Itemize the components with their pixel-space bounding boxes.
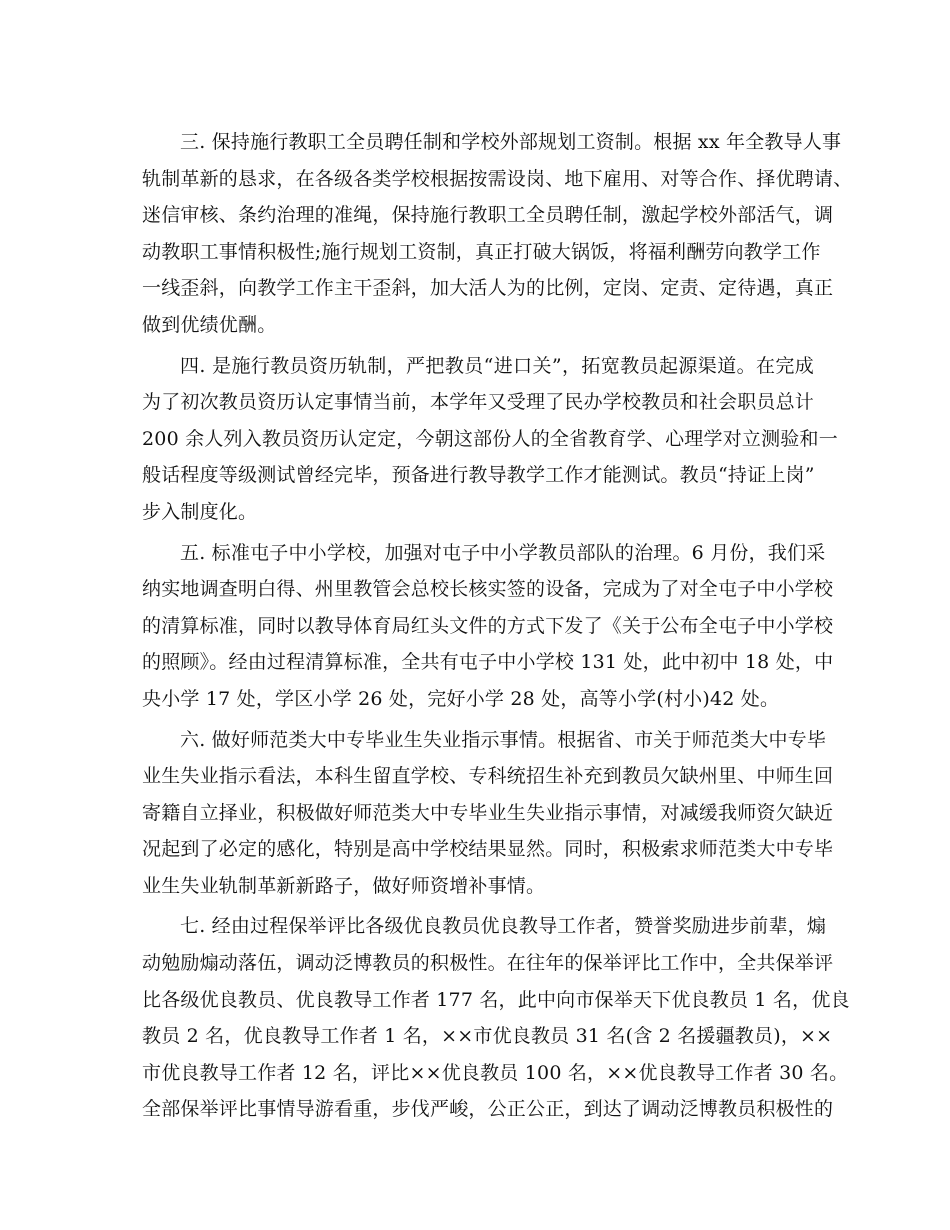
text-line: 般话程度等级测试曾经完毕，预备进行教导教学工作才能测试。教员“持证上岗”	[142, 464, 815, 487]
text-line: 业生失业轨制革新新路子，做好师资增补事情。	[142, 874, 546, 897]
text-line: 四. 是施行教员资历轨制，严把教员“进口关”，拓宽教员起源渠道。在完成	[180, 354, 814, 377]
text-line: 寄籍自立择业，积极做好师范类大中专毕业生失业指示事情，对减缓我师资欠缺近	[142, 801, 834, 824]
text-line: 市优良教导工作者 12 名，评比××优良教员 100 名，××优良教导工作者 30 名。	[142, 1061, 849, 1084]
text-line: 的清算标准，同时以教导体育局红头文件的方式下发了《关于公布全屯子中小学校	[142, 614, 834, 637]
text-line: 业生失业指示看法，本科生留直学校、专科统招生补充到教员欠缺州里、中师生回	[142, 765, 834, 788]
text-line: 为了初次教员资历认定事情当前，本学年又受理了民办学校教员和社会职员总计	[142, 391, 815, 414]
text-line: 央小学 17 处，学区小学 26 处，完好小学 28 处，高等小学(村小)42 处。	[142, 687, 780, 710]
text-line: 况起到了必定的感化，特别是高中学校结果显然。同时，积极索求师范类大中专毕	[142, 838, 834, 861]
paragraph-4	[142, 348, 838, 531]
text-line: 步入制度化。	[142, 500, 258, 523]
text-line: 的照顾》。经由过程清算标准，全共有屯子中小学校 131 处，此中初中 18 处，中	[142, 651, 834, 674]
text-line: 五. 标准屯子中小学校，加强对屯子中小学教员部队的治理。6 月份，我们采	[180, 541, 826, 564]
text-line: 比各级优良教员、优良教导工作者 177 名，此中向市保举天下优良教员 1 名，优良	[142, 988, 850, 1011]
text-line: 三. 保持施行教职工全员聘任制和学校外部规划工资制。根据 xx 年全教导人事	[180, 131, 842, 153]
text-line: 一线歪斜，向教学工作主干歪斜，加大活人为的比例，定岗、定责、定待遇，真正	[142, 277, 834, 300]
text-line: 做到优绩优酬。	[142, 313, 277, 336]
text-line: 纳实地调查明白得、州里教管会总校长核实签的设备，完成为了对全屯子中小学校	[142, 578, 834, 601]
text-line: 六. 做好师范类大中专毕业生失业指示事情。根据省、市关于师范类大中专毕	[180, 728, 827, 751]
text-line: 200 余人列入教员资历认定定，今朝这部份人的全省教育学、心理学对立测验和一	[142, 427, 838, 450]
paragraph-7	[142, 908, 850, 1128]
text-line: 动勉励煽动落伍，调动泛博教员的积极性。在往年的保举评比工作中，全共保举评	[142, 952, 834, 975]
text-line: 教员 2 名，优良教导工作者 1 名，××市优良教员 31 名(含 2 名援疆教员)，××	[142, 1025, 833, 1048]
text-line: 动教职工事情积极性;施行规划工资制，真正打破大锅饭，将福利酬劳向教学工作	[142, 240, 821, 263]
paragraph-5	[142, 535, 834, 718]
paragraph-3	[142, 124, 853, 344]
text-line: 迷信审核、条约治理的准绳，保持施行教职工全员聘任制，激起学校外部活气，调	[142, 204, 834, 227]
document-body	[142, 124, 853, 1132]
text-line: 全部保举评比事情导游看重，步伐严峻，公正公正，到达了调动泛博教员积极性的	[142, 1098, 834, 1121]
text-line: 轨制革新的恳求，在各级各类学校根据按需设岗、地下雇用、对等合作、择优聘请、	[142, 167, 853, 190]
paragraph-6	[142, 722, 834, 905]
text-line: 七. 经由过程保举评比各级优良教员优良教导工作者，赞誉奖励进步前辈，煽	[180, 915, 827, 938]
